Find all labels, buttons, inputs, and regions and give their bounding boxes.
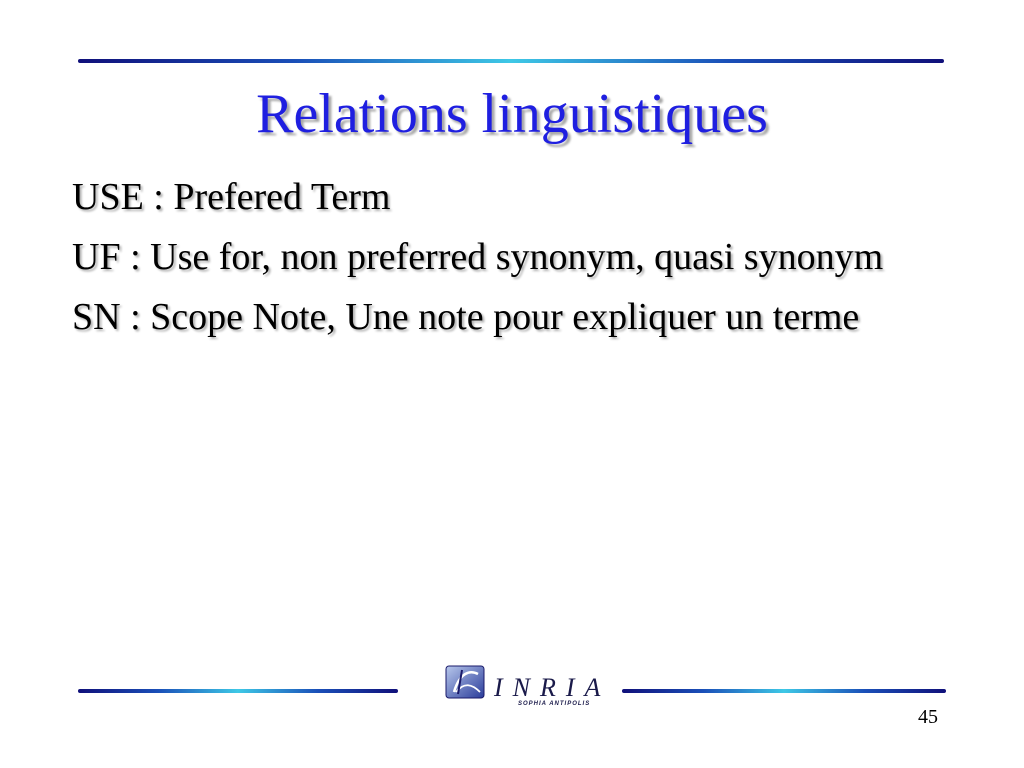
bullet-item: USE : Prefered Term <box>72 176 391 218</box>
page-number: 45 <box>918 706 938 728</box>
inria-logo <box>444 660 611 712</box>
bullet-item: UF : Use for, non preferred synonym, quasi synonym <box>72 236 884 278</box>
bottom-divider-left <box>78 689 398 693</box>
bullet-list <box>72 172 952 352</box>
inria-logo-icon <box>444 662 488 702</box>
slide-title: Relations linguistiques <box>256 83 768 145</box>
bottom-divider-right <box>622 689 946 693</box>
top-divider <box>78 59 944 63</box>
bullet-item: SN : Scope Note, Une note pour expliquer un terme <box>72 296 860 338</box>
logo-name: INRIA <box>494 673 611 702</box>
logo-subtitle: SOPHIA ANTIPOLIS <box>518 701 591 707</box>
